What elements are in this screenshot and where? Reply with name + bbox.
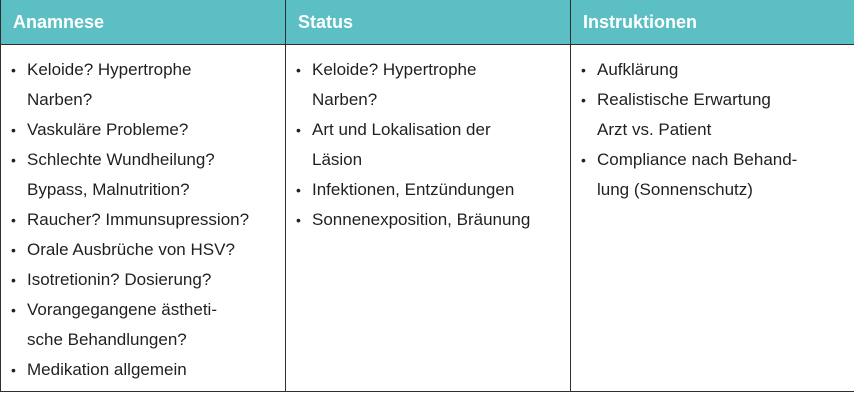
bullet-icon: • xyxy=(11,362,16,378)
column-instruktionen xyxy=(571,45,854,392)
list-item-text: Vorangegangene ästheti- xyxy=(27,300,217,319)
list-item xyxy=(296,205,562,235)
status-list xyxy=(296,55,562,235)
list-item xyxy=(11,205,277,235)
list-item-text: Läsion xyxy=(312,150,363,169)
list-item-text: Art und Lokalisation der xyxy=(312,120,491,139)
bullet-icon: • xyxy=(11,272,16,288)
list-item xyxy=(296,175,562,205)
list-item-text: Aufklärung xyxy=(597,60,679,79)
header-status: Status xyxy=(286,0,571,45)
list-item xyxy=(581,85,847,145)
list-item-text: Compliance nach Behand- xyxy=(597,150,798,169)
column-status xyxy=(286,45,571,392)
bullet-icon: • xyxy=(11,62,16,78)
list-item-text: Narben? xyxy=(27,90,93,109)
bullet-icon: • xyxy=(581,152,586,168)
list-item xyxy=(11,55,277,115)
list-item xyxy=(581,55,847,85)
list-item-text: Keloide? Hypertrophe xyxy=(27,60,192,79)
bullet-icon: • xyxy=(11,122,16,138)
list-item-text: Arzt vs. Patient xyxy=(597,120,712,139)
list-item-text: sche Behandlungen? xyxy=(27,330,187,349)
list-item xyxy=(11,235,277,265)
list-item xyxy=(11,115,277,145)
bullet-icon: • xyxy=(296,122,301,138)
list-item xyxy=(11,265,277,295)
list-item-text: Orale Ausbrüche von HSV? xyxy=(27,240,235,259)
bullet-icon: • xyxy=(11,302,16,318)
bullet-icon: • xyxy=(581,62,586,78)
header-anamnese: Anamnese xyxy=(1,0,286,45)
list-item-text: Realistische Erwartung xyxy=(597,90,771,109)
bullet-icon: • xyxy=(11,212,16,228)
list-item xyxy=(11,145,277,205)
bullet-icon: • xyxy=(581,92,586,108)
list-item-text: Vaskuläre Probleme? xyxy=(27,120,189,139)
list-item xyxy=(296,55,562,115)
list-item xyxy=(11,295,277,355)
column-anamnese xyxy=(1,45,286,392)
list-item xyxy=(581,145,847,205)
bullet-icon: • xyxy=(296,212,301,228)
list-item-text: Raucher? Immunsupression? xyxy=(27,210,250,229)
bullet-icon: • xyxy=(296,62,301,78)
body-row xyxy=(1,45,854,392)
header-instruktionen: Instruktionen xyxy=(571,0,854,45)
bullet-icon: • xyxy=(11,242,16,258)
list-item-text: Infektionen, Entzündungen xyxy=(312,180,515,199)
list-item-text: Keloide? Hypertrophe xyxy=(312,60,477,79)
list-item-text: Narben? xyxy=(312,90,378,109)
list-item-text: Sonnenexposition, Bräunung xyxy=(312,210,531,229)
bullet-icon: • xyxy=(11,152,16,168)
list-item-text: Schlechte Wundheilung? xyxy=(27,150,215,169)
list-item-text: Isotretionin? Dosierung? xyxy=(27,270,212,289)
list-item xyxy=(11,355,277,385)
list-item-text: lung (Sonnenschutz) xyxy=(597,180,753,199)
instruktionen-list xyxy=(581,55,847,205)
header-row xyxy=(1,0,854,45)
anamnese-list xyxy=(11,55,277,385)
list-item-text: Bypass, Malnutrition? xyxy=(27,180,190,199)
list-item-text: Medikation allgemein xyxy=(27,360,187,379)
list-item xyxy=(296,115,562,175)
bullet-icon: • xyxy=(296,182,301,198)
